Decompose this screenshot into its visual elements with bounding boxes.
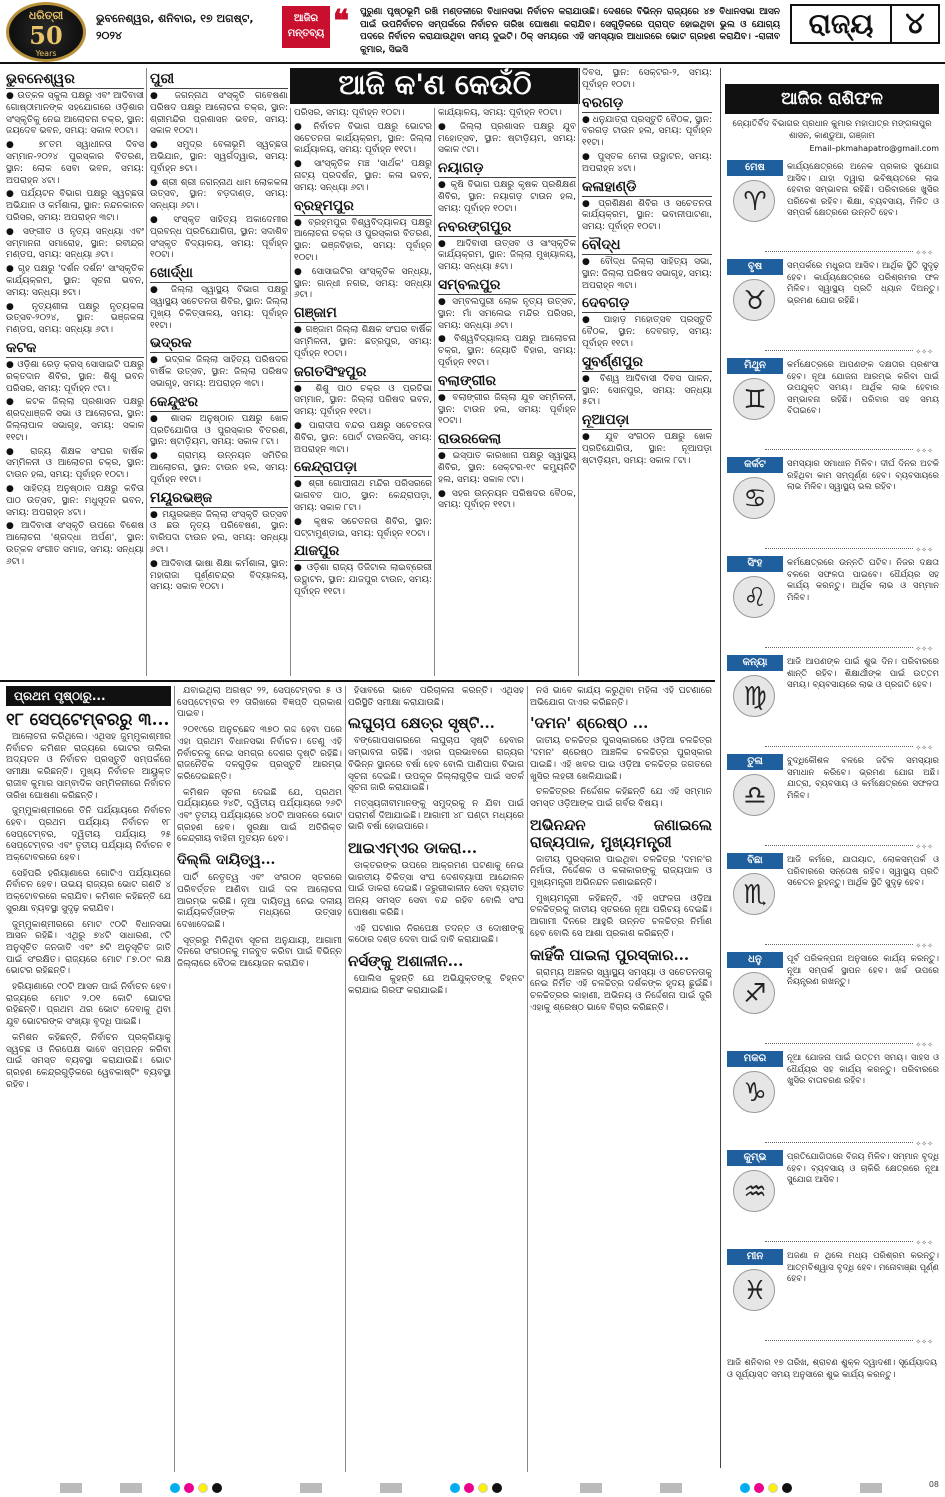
news-col-3 [348, 686, 524, 1472]
news-col-3-body-4 [348, 974, 524, 997]
zodiac-sign [725, 853, 939, 945]
divider [765, 548, 933, 549]
news-subhead: ଆଇଏମ୍‌ଏର ଡାକରା... [348, 839, 478, 858]
zodiac-emblem [733, 576, 775, 618]
dateline: ଭୁବନେଶ୍ୱର, ଶନିବାର, ୧୭ ଅଗଷ୍ଟ, ୨୦୨୪ [96, 12, 254, 42]
city-heading: ସମ୍ବଲପୁର [438, 277, 576, 295]
event-listing: ● ସମ୍ବଲପୁରୀ ଲୋକ ନୃତ୍ୟ ଉତ୍ସବ, ସ୍ଥାନ: ମାଁ ସମଲେଇ ମନ୍ଦିର ପରିସର, ସମୟ: ସନ୍ଧ୍ୟା ୬ଟା। [438, 296, 576, 331]
city-heading: ନୟାଗଡ଼ [438, 160, 576, 178]
news-paragraph: ପାର୍ଟି ନେତୃତ୍ୱ ଏବଂ ସଂଗଠନ ସ୍ତରରେ ପରିବର୍ତ୍ତନ ଆଣିବା ପାଇଁ ଦଳ ଆଲୋଚନା ଆରମ୍ଭ କରିଛି। ନୂଆ ଦାୟିତ୍ୱ ନେଇ ଦଳୀୟ କାର୍ଯ୍ୟକର୍ତ୍ତାଙ୍କ ମଧ୍ୟରେ ଉତ୍ସାହ ଦେଖାଦେଇଛି। [177, 873, 342, 930]
page-footer [0, 1478, 945, 1497]
event-listing: ● ଯୁବ ସଂଗଠନ ପକ୍ଷରୁ ଖେଳ ପ୍ରତିଯୋଗିତା, ସ୍ଥାନ: ନୂଆପଡ଼ା ଷ୍ଟାଡ଼ିୟମ, ସମୟ: ସକାଳ ୮ଟା। [582, 432, 712, 466]
city-heading: ଖୋର୍ଦ୍ଧା [150, 265, 288, 283]
zodiac-forecast: କର୍ମକ୍ଷେତ୍ରରେ ଆପଣଙ୍କ ଦକ୍ଷତାର ପ୍ରଶଂସା ହେବ। ନୂଆ ଯୋଜନା ଆରମ୍ଭ କରିବା ପାଇଁ ଉପଯୁକ୍ତ ସମୟ। ଆର୍ଥିକ ଲାଭ ହେବାର ସମ୍ଭାବନା ରହିଛି। ପରିବାର ସହ ସମୟ ବିତାଇବେ। [787, 360, 939, 417]
news-col-4-body-3 [530, 855, 712, 941]
logo-number: 50 [29, 21, 63, 50]
zodiac-forecast: ଆଜି ଆପଣଙ୍କ ପାଇଁ ଶୁଭ ଦିନ। ପରିବାରରେ ଶାନ୍ତି ରହିବ। ଶିକ୍ଷାର୍ଥୀଙ୍କ ପାଇଁ ଉତ୍ତମ ସମୟ। ବ୍ୟବସାୟରେ ଲାଭ ଓ ପ୍ରଗତି ହେବ। [787, 657, 939, 691]
news-col-3-body-3 [348, 861, 524, 947]
news-paragraph: କମିଶନ କହିଛନ୍ତି, ନିର୍ବାଚନ ପ୍ରକ୍ରିୟାକୁ ସ୍ୱଚ୍ଛ ଓ ନିରପେକ୍ଷ ଭାବେ ସମ୍ପନ୍ନ କରିବା ପାଇଁ ସମସ୍ତ ବ୍ୟବସ୍ଥା କରାଯାଉଛି। ଭୋଟ ଗ୍ରହଣ କେନ୍ଦ୍ରଗୁଡ଼ିକରେ ୱେବକାଷ୍ଟିଂ ବ୍ୟବସ୍ଥା ରହିବ। [6, 1032, 171, 1090]
city-heading: ମୟୂରଭଞ୍ଜ [150, 490, 288, 508]
event-listing: ● ପାରାଦୀପ ବନ୍ଦର ପକ୍ଷରୁ ସଚେତନତା ଶିବିର, ସ୍ଥାନ: ପୋର୍ଟ ଟାଉନସିପ୍, ସମୟ: ଅପରାହ୍ନ ୩ଟା। [294, 420, 432, 455]
logo-years: Years [35, 49, 57, 58]
city-heading: କଳାହାଣ୍ଡି [582, 179, 712, 197]
zodiac-emblem [733, 1269, 775, 1311]
listings-section [0, 68, 715, 676]
zodiac-forecast: ଅଜଣା ନ ଥିଲେ ମଧ୍ୟ ପରିଶ୍ରମ କରନ୍ତୁ। ଆତ୍ମବିଶ୍ୱାସ ବୃଦ୍ଧି ହେବ। ମନୋବାଞ୍ଛା ପୂର୍ଣ୍ଣ ହେବ। [787, 1251, 939, 1285]
zodiac-icon: ♒ [743, 1177, 767, 1207]
news-paragraph: ୨୦୧୯ରେ ଅନୁଚ୍ଛେଦ ୩୭୦ ରଦ୍ଦ ହେବା ପରେ ଏହା ପ୍ରଥମ ବିଧାନସଭା ନିର୍ବାଚନ। ତେଣୁ ଏହି ନିର୍ବାଚନକୁ ନେଇ ସମଗ୍ର ଦେଶର ଦୃଷ୍ଟି ରହିଛି। ରାଜନୈତିକ ଦଳଗୁଡ଼ିକ ପ୍ରସ୍ତୁତି ଆରମ୍ଭ କରିଦେଇଛନ୍ତି। [177, 725, 342, 782]
registration-mark [768, 1483, 778, 1493]
zodiac-sign [725, 1150, 939, 1242]
news-subhead: 'ଦମନ' ଶ୍ରେଷ୍ଠ ... [530, 714, 649, 733]
event-listing: ● ବୌଦ୍ଧ ଜିଲ୍ଲା ସାହିତ୍ୟ ସଭା, ସ୍ଥାନ: ଜିଲ୍ଲା ପରିଷଦ ସଭାଗୃହ, ସମୟ: ଅପରାହ୍ନ ୩ଟା। [582, 256, 712, 291]
column-divider [578, 68, 579, 676]
news-col-3-body-2 [348, 736, 524, 834]
event-listing: ● ପୁସ୍ତକ ମେଳା ଉଦ୍ଘାଟନ, ସମୟ: ଅପରାହ୍ନ ୪ଟା। [582, 151, 712, 174]
zodiac-emblem [733, 378, 775, 420]
news-col-2-body-2 [177, 873, 342, 971]
ajira-mantabya-tag: ଆଜିର ମନ୍ତବ୍ୟ [282, 6, 330, 48]
zodiac-forecast: ପ୍ରତିଯୋଗିତାରେ ବିଜୟ ମିଳିବ। ସମ୍ମାନ ବୃଦ୍ଧି ହେବ। ବ୍ୟବସାୟ ଓ ଚାକିରି କ୍ଷେତ୍ରରେ ନୂଆ ସୁଯୋଗ ଆସିବ। [787, 1152, 939, 1186]
news-col-2-body [177, 686, 342, 846]
column-divider [146, 68, 147, 676]
event-listing: ● ଜଗନ୍ନାଥ ସଂସ୍କୃତି ଗବେଷଣା ପରିଷଦ ପକ୍ଷରୁ ଆଲୋଚନା ଚକ୍ର, ସ୍ଥାନ: ଶ୍ରୀମନ୍ଦିର ପ୍ରଶାସନ ଭବନ, ସମୟ: ସକାଳ ୧୦ଟା। [150, 91, 288, 137]
news-paragraph: ଚଳଚ୍ଚିତ୍ରର ନିର୍ଦ୍ଦେଶକ କହିଛନ୍ତି ଯେ ଏହି ସମ୍ମାନ ସମସ୍ତ ଓଡ଼ିଆଙ୍କ ପାଇଁ ଗର୍ବର ବିଷୟ। [530, 787, 712, 809]
listings-banner: ଆଜି କ'ଣ କେଉଁଠି [290, 68, 580, 104]
divider [765, 845, 933, 846]
logo-title: ଧରିତ୍ରୀ [28, 9, 64, 22]
zodiac-icon: ♎ [743, 781, 767, 811]
lead-headline: ୧୮ ସେପ୍ଟେମ୍ବରରୁ ୩... [6, 710, 170, 730]
event-listing: ଦିବସ, ସ୍ଥାନ: ସେକ୍ଟର-୨, ସମୟ: ପୂର୍ବାହ୍ନ ୧୦ଟା। [582, 68, 712, 90]
event-listing: ● ସଙ୍ଗୀତ ଓ ନୃତ୍ୟ ସନ୍ଧ୍ୟା ଏବଂ ସମ୍ମାନନା ସମାରୋହ, ସ୍ଥାନ: ରବୀନ୍ଦ୍ର ମଣ୍ଡପ, ସମୟ: ସନ୍ଧ୍ୟା ୬ଟା। [6, 226, 144, 261]
event-listing: ● ମୟୂରଭଞ୍ଜ ଜିଲ୍ଲା ସଂସ୍କୃତି ଉତ୍ସବ ଓ ଛଉ ନୃତ୍ୟ ପରିବେଷଣ, ସ୍ଥାନ: ବାରିପଦା ଟାଉନ ହଲ, ସମୟ: ସନ୍ଧ୍ୟା ୬ଟା। [150, 509, 288, 555]
zodiac-sign [725, 457, 939, 549]
listings-col-1 [6, 68, 144, 676]
print-bar [860, 1483, 882, 1493]
zodiac-sign [725, 655, 939, 747]
zodiac-name: ମୀନ [727, 1249, 783, 1265]
city-heading: ବରଗଡ଼ [582, 95, 712, 113]
event-listing: ● ଜିଲ୍ଲା ପ୍ରଶାସନ ପକ୍ଷରୁ ଯୁବ ମହୋତ୍ସବ, ସ୍ଥାନ: ଷ୍ଟାଡ଼ିୟମ, ସମୟ: ସକାଳ ୯ଟା। [438, 121, 576, 156]
news-subhead: ଅଭିନନ୍ଦନ ଜଣାଇଲେ ରାଜ୍ୟପାଳ, ମୁଖ୍ୟମନ୍ତ୍ରୀ [530, 815, 712, 851]
event-listing: ● ଧନୁଯାତ୍ରା ପ୍ରସ୍ତୁତି ବୈଠକ, ସ୍ଥାନ: ବରଗଡ଼ ଟାଉନ ହଲ, ସମୟ: ପୂର୍ବାହ୍ନ ୧୧ଟା। [582, 114, 712, 149]
zodiac-icon: ♍ [743, 682, 767, 712]
event-listing: ● କୃଷି ବିଭାଗ ପକ୍ଷରୁ କୃଷକ ପ୍ରଶିକ୍ଷଣ ଶିବିର, ସ୍ଥାନ: ନୟାଗଡ଼ ଟାଉନ ହଲ, ସମୟ: ପୂର୍ବାହ୍ନ ୧୦ଟା। [438, 180, 576, 214]
city-heading: ଦେବଗଡ଼ [582, 295, 712, 313]
news-col-4 [530, 686, 712, 1472]
news-subhead: ଦିଲ୍ଲି ଦାୟିତ୍ୱ... [177, 852, 276, 869]
zodiac-emblem [733, 180, 775, 222]
news-paragraph: ମୁଖ୍ୟମନ୍ତ୍ରୀ କହିଛନ୍ତି, ଏହି ସଫଳତା ଓଡ଼ିଆ ଚଳଚ୍ଚିତ୍ରକୁ ଜାତୀୟ ସ୍ତରରେ ନୂଆ ପରିଚୟ ଦେଇଛି। ଆଗାମୀ ଦିନରେ ଆହୁରି ଉନ୍ନତ ଚଳଚ୍ଚିତ୍ର ନିର୍ମାଣ ହେବ ବୋଲି ସେ ଆଶା ପ୍ରକାଶ କରିଛନ୍ତି। [530, 893, 712, 939]
city-heading: ସୁବର୍ଣ୍ଣପୁର [582, 354, 712, 372]
event-listing: ● ଆଦିବାସୀ ସଂସ୍କୃତି ଉପରେ ବିଶେଷ ଆଲୋଚନା 'ଶ୍ରଦ୍ଧା ଅର୍ପଣ', ସ୍ଥାନ: ଉତ୍କଳ ସଂଗୀତ ସମାଜ, ସମୟ: ସନ୍ଧ୍ୟା ୬ଟା। [6, 521, 144, 567]
registration-mark [184, 1483, 194, 1493]
news-paragraph: ବଙ୍ଗୋପସାଗରରେ ଲଘୁଚାପ ସୃଷ୍ଟି ହେବାର ସମ୍ଭାବନା ରହିଛି। ଏହାର ପ୍ରଭାବରେ ରାଜ୍ୟର ବିଭିନ୍ନ ସ୍ଥାନରେ ବର୍ଷା ହେବ ବୋଲି ପାଣିପାଗ ବିଭାଗ ସୂଚନା ଦେଇଛି। ଉପକୂଳ ଜିଲ୍ଲାଗୁଡ଼ିକ ପାଇଁ ସତର୍କ ସୂଚନା ଜାରି କରାଯାଇଛି। [348, 736, 524, 794]
zodiac-emblem [733, 477, 775, 519]
zodiac-sign [725, 358, 939, 450]
city-heading: ଭୁବନେଶ୍ୱର [6, 71, 144, 89]
divider [765, 1043, 933, 1044]
divider [765, 350, 933, 351]
news-col-4-body-2 [530, 736, 712, 810]
zodiac-icon: ♊ [743, 385, 767, 415]
zodiac-emblem [733, 774, 775, 816]
zodiac-emblem [733, 1170, 775, 1212]
news-subhead: ନର୍ସଙ୍କୁ ଅଶାଳୀନ... [348, 951, 464, 970]
news-paragraph: ସୂତ୍ରରୁ ମିଳିଥିବା ସୂଚନା ଅନୁଯାୟୀ, ଆଗାମୀ ଦିନରେ ସଂଗଠନକୁ ମଜବୁତ କରିବା ପାଇଁ ବିଭିନ୍ନ ଜିଲ୍ଲାରେ ବୈଠକ ଆୟୋଜନ କରାଯିବ। [177, 935, 342, 970]
event-listing: ● ଶ୍ରୀ ଶ୍ରୀ ଜଗନ୍ନାଥ ଧାମ ଲୋକକଳା ଉତ୍ସବ, ସ୍ଥାନ: ବଡ଼ଦାଣ୍ଡ, ସମୟ: ସନ୍ଧ୍ୟା ୬ଟା। [150, 177, 288, 212]
city-heading: ବଲାଙ୍ଗୀର [438, 373, 576, 391]
zodiac-icon: ♓ [743, 1276, 767, 1306]
registration-mark [212, 1483, 222, 1493]
event-listing: ● ଆଦିବାସୀ ଭାଷା ଶିକ୍ଷା କର୍ମଶାଳା, ସ୍ଥାନ: ମହାରାଜା ପୂର୍ଣ୍ଣଚନ୍ଦ୍ର ବିଦ୍ୟାଳୟ, ସମୟ: ସକାଳ ୧୦ଟା। [150, 558, 288, 593]
news-col-3-body [348, 686, 524, 709]
news-paragraph: ଏହି ଘଟଣାର ନିରପେକ୍ଷ ତଦନ୍ତ ଓ ଦୋଷୀଙ୍କୁ କଠୋର ଦଣ୍ଡ ଦେବା ପାଇଁ ଦାବି କରାଯାଇଛି। [348, 923, 524, 946]
city-heading: ନବରଙ୍ଗପୁର [438, 219, 576, 237]
news-col-4-body [530, 686, 712, 709]
print-bar [300, 1483, 322, 1493]
print-bar [580, 1483, 602, 1493]
event-listing: ● ଶାସକ ଅନୁଷ୍ଠାନ ପକ୍ଷରୁ ଖେଳ ପ୍ରତିଯୋଗିତା ଓ ପୁରସ୍କାର ବିତରଣ, ସ୍ଥାନ: ଷ୍ଟାଡ଼ିୟମ, ସମୟ: ସକାଳ ୮ଟା। [150, 413, 288, 448]
zodiac-icon: ♏ [743, 880, 767, 910]
news-subhead: କାହିଁକି ପାଇଲା ପୁରସ୍କାର... [530, 945, 690, 964]
zodiac-name: କନ୍ୟା [727, 655, 783, 671]
zodiac-forecast: ଆଜି କର୍ମରେ, ଯାତାୟାତ, ଲୋକସମ୍ପର୍କ ଓ ପରିବାରରେ ସନ୍ତୋଷ ରହିବ। ସ୍ୱାସ୍ଥ୍ୟ ପ୍ରତି ସଚେତନ ରୁହନ୍ତୁ। ଆର୍ଥିକ ସ୍ଥିତି ସୁଦୃଢ଼ ହେବ। [787, 855, 939, 889]
event-listing: ● ନୃତ୍ୟଶୀଳା ପକ୍ଷରୁ ନୃତ୍ୟକଳା ଉତ୍ସବ-୨୦୨୪, ସ୍ଥାନ: ଭଞ୍ଜକଳା ମଣ୍ଡପ, ସମୟ: ସନ୍ଧ୍ୟା ୬ଟା। [6, 301, 144, 336]
column-divider [290, 108, 291, 676]
news-paragraph: ନର୍ସ ଭାବେ କାର୍ଯ୍ୟ କରୁଥିବା ମହିଳା ଏହି ଘଟଣାରେ ଅଭିଯୋଗ ଦାଏର କରିଛନ୍ତି। [530, 686, 712, 708]
city-heading: କେନ୍ଦ୍ରାପଡ଼ା [294, 459, 432, 477]
listings-col-3 [294, 108, 432, 676]
zodiac-sign [725, 160, 939, 252]
news-subhead: ଲଘୁଚାପ କ୍ଷେତ୍ର ସୃଷ୍ଟି... [348, 714, 495, 733]
event-listing: ● କଟକ ଜିଲ୍ଲା ପ୍ରଶାସନ ପକ୍ଷରୁ ଶ୍ରଦ୍ଧାଞ୍ଜଳି ସଭା ଓ ଆଲୋଚନା, ସ୍ଥାନ: ଜିଲ୍ଲାପାଳ ସଭାଗୃହ, ସମୟ: ସକାଳ ୧୧ଟା। [6, 397, 144, 443]
zodiac-sign [725, 1051, 939, 1143]
event-listing: ● ଜିଲ୍ଲା ସ୍ୱାସ୍ଥ୍ୟ ବିଭାଗ ପକ୍ଷରୁ ସ୍ୱାସ୍ଥ୍ୟ ସଚେତନତା ଶିବିର, ସ୍ଥାନ: ଜିଲ୍ଲା ମୁଖ୍ୟ ଚିକିତ୍ସାଳୟ, ସମୟ: ପୂର୍ବାହ୍ନ ୧୧ଟା। [150, 285, 288, 331]
registration-mark [478, 1483, 488, 1493]
city-heading: କଟକ [6, 340, 144, 358]
zodiac-sign [725, 556, 939, 648]
column-divider [174, 686, 175, 1472]
continued-label: ପ୍ରଥମ ପୃଷ୍ଠାରୁ... [6, 686, 171, 706]
newspaper-logo [6, 2, 86, 62]
zodiac-emblem [733, 873, 775, 915]
event-listing: ● ସାଂସ୍କୃତିକ ମଞ୍ଚ 'ସାର୍ଥକ' ପକ୍ଷରୁ ନାଟ୍ୟ ପ୍ରଦର୍ଶନ, ସ୍ଥାନ: କଳା ଭବନ, ସମୟ: ସନ୍ଧ୍ୟା ୬ଟା। [294, 159, 432, 193]
print-bar [380, 1483, 402, 1493]
print-bar [660, 1483, 682, 1493]
event-listing: ● ଉତ୍କଳ ସ୍କୁଲ ପକ୍ଷରୁ ଏବଂ ଆଦିବାସୀ ଗୋଷ୍ଠୀମାନଙ୍କ ସହଯୋଗରେ ଓଡ଼ିଶାର ସଂସ୍କୃତିକୁ ନେଇ ଆଲୋଚନା ଚକ୍ର, ସ୍ଥାନ: ଜୟଦେବ ଭବନ, ସମୟ: ସକାଳ ୧୦ଟା। [6, 91, 144, 137]
horoscope-header: ଆଜିର ରାଶିଫଳ [725, 84, 939, 114]
event-listing: ● ଗଞ୍ଜାମ ଜିଲ୍ଲା ଶିକ୍ଷକ ସଂଘର ବାର୍ଷିକ ସମ୍ମିଳନୀ, ସ୍ଥାନ: ଛତ୍ରପୁର, ସମୟ: ପୂର୍ବାହ୍ନ ୧୦ଟା। [294, 325, 432, 359]
news-paragraph: ଜୁମ୍ମୁକାଶ୍ମୀରରେ ମୋଟ ୯୦ଟି ବିଧାନସଭା ଆସନ ରହିଛି। ଏଥିରୁ ୭୪ଟି ସାଧାରଣ, ୯ଟି ଅନୁସୂଚିତ ଜନଜାତି ଏବଂ ୭ଟି ଅନୁସୂଚିତ ଜାତି ପାଇଁ ସଂରକ୍ଷିତ। ରାଜ୍ୟରେ ମୋଟ ୮୭.୦୯ ଲକ୍ଷ ଭୋଟର ରହିଛନ୍ତି। [6, 919, 171, 977]
event-listing: ● ନିର୍ବାଚନ ବିଭାଗ ପକ୍ଷରୁ ଭୋଟର ସଚେତନତା କାର୍ଯ୍ୟକ୍ରମ, ସ୍ଥାନ: ଜିଲ୍ଲା କାର୍ଯ୍ୟାଳୟ, ସମୟ: ପୂର୍ବାହ୍ନ ୧୧ଟା। [294, 121, 432, 156]
zodiac-sign [725, 259, 939, 351]
astrologer-info: ଜ୍ୟୋତିର୍ବିଦ ବିଭାଗର ପ୍ରଧାନ କୁମାର ମହାପାତ୍ର ମଙ୍ଗଳାପୁର ଶାସନ, କାଣ୍ଡୁଆ, ଗଞ୍ଜାମ [732, 119, 932, 141]
divider [765, 1241, 933, 1242]
registration-mark [740, 1483, 750, 1493]
event-listing: ● ସୋସାଇଟିର ସାଂସ୍କୃତିକ ସନ୍ଧ୍ୟା, ସ୍ଥାନ: ଗାନ୍ଧୀ ନଗର, ସମୟ: ସନ୍ଧ୍ୟା ୬ଟା। [294, 266, 432, 301]
city-heading: ପୁରୀ [150, 71, 288, 89]
event-listing: ● ସମୁଦ୍ର ବେଳାଭୂମି ସ୍ୱଚ୍ଛତା ଅଭିଯାନ, ସ୍ଥାନ: ସ୍ୱର୍ଗଦ୍ୱାର, ସମୟ: ପୂର୍ବାହ୍ନ ୭ଟା। [150, 140, 288, 174]
event-listing: ● ପ୍ରଶିକ୍ଷଣ ଶିବିର ଓ ସଚେତନତା କାର୍ଯ୍ୟକ୍ରମ, ସ୍ଥାନ: ଭବାନୀପାଟଣା, ସମୟ: ପୂର୍ବାହ୍ନ ୧୦ଟା। [582, 198, 712, 233]
city-heading: ରାଉରକେଲା [438, 431, 576, 449]
registration-mark [464, 1483, 474, 1493]
zodiac-emblem [733, 972, 775, 1014]
event-listing: ● ଓଡ଼ିଶା ରେଡ଼ କ୍ରସ୍ ସୋସାଇଟି ପକ୍ଷରୁ ରକ୍ତଦାନ ଶିବିର, ସ୍ଥାନ: ଶିଶୁ ଭବନ ପରିସର, ସମୟ: ପୂର୍ବାହ୍ନ ୯ଟା। [6, 359, 144, 394]
zodiac-sign [725, 952, 939, 1044]
registration-mark [170, 1483, 180, 1493]
zodiac-name: ବୃଷ [727, 259, 783, 275]
event-listing: ● ସଂସ୍କୃତ ସାହିତ୍ୟ ଅକାଦେମୀର ପ୍ରବନ୍ଧ ପ୍ରତିଯୋଗିତା, ସ୍ଥାନ: ସଦାଶିବ ସଂସ୍କୃତ ବିଦ୍ୟାଳୟ, ସମୟ: ପୂର୍ବାହ୍ନ ୧୦ଟା। [150, 214, 288, 261]
event-listing: ● ଶିଶୁ ପାଠ ଚକ୍ର ଓ ପ୍ରତିଭା ସମ୍ମାନ, ସ୍ଥାନ: ଜିଲ୍ଲା ପରିଷଦ ଭବନ, ସମୟ: ପୂର୍ବାହ୍ନ ୧୧ଟା। [294, 383, 432, 418]
zodiac-name: ମକର [727, 1051, 783, 1067]
event-listing: ● ଇସ୍ପାତ କାରଖାନା ପକ୍ଷରୁ ସ୍ୱାସ୍ଥ୍ୟ ଶିବିର, ସ୍ଥାନ: ସେକ୍ଟର-୧୯ କମ୍ୟୁନିଟି ହଲ, ସମୟ: ସକାଳ ୯ଟା। [438, 451, 576, 485]
event-listing: ● ବିଶ୍ୱବିଦ୍ୟାଳୟ ପକ୍ଷରୁ ଆଲୋଚନା ଚକ୍ର, ସ୍ଥାନ: ଜ୍ୟୋତି ବିହାର, ସମୟ: ପୂର୍ବାହ୍ନ ୧୧ଟା। [438, 334, 576, 368]
astrologer-email: Email–pkmahapatro@gmail.com [809, 144, 939, 153]
zodiac-name: କର୍କଟ [727, 457, 783, 473]
registration-mark [450, 1483, 460, 1493]
news-col-4-body-4 [530, 968, 712, 1015]
registration-mark [782, 1483, 792, 1493]
event-listing: ● ଗ୍ରାମ୍ୟ ଉନ୍ନୟନ ସମିତିର ଆଲୋଚନା, ସ୍ଥାନ: ଟାଉନ ହଲ, ସମୟ: ପୂର୍ବାହ୍ନ ୧୧ଟା। [150, 451, 288, 485]
event-listing: ● ଗୃହ ପକ୍ଷରୁ 'ଦର୍ଶନ ଦର୍ଶନ' ସାଂସ୍କୃତିକ କାର୍ଯ୍ୟକ୍ରମ, ସ୍ଥାନ: ସୂଚନା ଭବନ, ସମୟ: ସନ୍ଧ୍ୟା ୭ଟା। [6, 264, 144, 298]
listings-col-4 [438, 108, 576, 676]
event-listing: ● ଓଡ଼ିଶା ରାଜ୍ୟ ଡିଜିଟାଲ ଲାଇବ୍ରେରୀ ଉଦ୍ଘାଟନ, ସ୍ଥାନ: ଯାଜପୁର ଟାଉନ, ସମୟ: ପୂର୍ବାହ୍ନ ୧୧ଟା। [294, 563, 432, 597]
event-listing: ● ପର୍ଯ୍ୟଟନ ବିଭାଗ ପକ୍ଷରୁ ସ୍ୱଚ୍ଛତା ଅଭିଯାନ ଓ କର୍ମଶାଳା, ସ୍ଥାନ: ନନ୍ଦନକାନନ ପରିସର, ସମୟ: ଅପରାହ୍ନ ୩ଟା। [6, 189, 144, 223]
zodiac-name: କୁମ୍ଭ [727, 1150, 783, 1166]
zodiac-emblem [733, 675, 775, 717]
news-paragraph: ମତ୍ସ୍ୟଜୀବୀମାନଙ୍କୁ ସମୁଦ୍ରକୁ ନ ଯିବା ପାଇଁ ପରାମର୍ଶ ଦିଆଯାଇଛି। ଆଗାମୀ ୪୮ ଘଣ୍ଟା ମଧ୍ୟରେ ଭାରି ବର୍ଷା ହୋଇପାରେ। [348, 798, 524, 833]
news-paragraph: ସେହିପରି ହରିୟାଣାରେ ଗୋଟିଏ ପର୍ଯ୍ୟାୟରେ ନିର୍ବାଚନ ହେବ। ଉଭୟ ରାଜ୍ୟର ଭୋଟ ଗଣତି ୪ ଅକ୍ଟୋବରରେ କରାଯିବ। କମିଶନ କହିଛନ୍ତି ଯେ ସୁରକ୍ଷା ବ୍ୟବସ୍ଥା ସୁଦୃଢ଼ କରାଯିବ। [6, 868, 171, 914]
print-bar [120, 1483, 142, 1493]
event-listing: ● କୃଷକ ସଚେତନତା ଶିବିର, ସ୍ଥାନ: ପଟ୍ଟାମୁଣ୍ଡାଇ, ସମୟ: ପୂର୍ବାହ୍ନ ୧୦ଟା। [294, 516, 432, 539]
event-listing: ● ରାଜ୍ୟ ଶିକ୍ଷକ ସଂଘର ବାର୍ଷିକ ସମ୍ମିଳନୀ ଓ ଆଲୋଚନା ଚକ୍ର, ସ୍ଥାନ: ଟାଉନ ହଲ, ସମୟ: ପୂର୍ବାହ୍ନ ୧୦ଟା। [6, 446, 144, 481]
event-listing: ● ଆଦିବାସୀ ଉତ୍ସବ ଓ ସାଂସ୍କୃତିକ କାର୍ଯ୍ୟକ୍ରମ, ସ୍ଥାନ: ଜିଲ୍ଲା ମୁଖ୍ୟାଳୟ, ସମୟ: ସନ୍ଧ୍ୟା ୫ଟା। [438, 238, 576, 273]
event-listing: ● ପାହାଡ଼ ମହୋତ୍ସବ ପ୍ରସ୍ତୁତି ବୈଠକ, ସ୍ଥାନ: ଦେବଗଡ଼, ସମୟ: ପୂର୍ବାହ୍ନ ୧୧ଟା। [582, 315, 712, 349]
column-divider [434, 108, 435, 676]
registration-mark [754, 1483, 764, 1493]
city-heading: ବୌଦ୍ଧ [582, 237, 712, 255]
city-heading: ଗଞ୍ଜାମ [294, 305, 432, 323]
news-paragraph: ହିସାବରେ ଭାବେ ପରିଚାଳନା କରନ୍ତି। ଏଥିସହ ପରିସ୍ଥିତି ସମୀକ୍ଷା କରାଯାଉଛି। [348, 686, 524, 708]
zodiac-forecast: କାର୍ଯ୍ୟକ୍ଷେତ୍ରରେ ଅନେକ ପ୍ରକାର ସୁଯୋଗ ଆସିବ। ଯାହା ଦ୍ୱାରା ଭବିଷ୍ୟତରେ ଲାଭ ହେବାର ସମ୍ଭାବନା ରହିଛି। ପରିବାରରେ ଖୁସିର ପରିବେଶ ରହିବ। ଶିକ୍ଷା, ବ୍ୟବସାୟ, ମିଳିତ ଓ ସମ୍ପର୍କ କ୍ଷେତ୍ରରେ ଉନ୍ନତି ହେବ। [787, 162, 939, 219]
section-name: ରାଜ୍ୟ [790, 4, 890, 44]
zodiac-icon: ♋ [743, 484, 767, 514]
registration-mark [492, 1483, 502, 1493]
news-paragraph: ଜାତୀୟ ଚଳଚ୍ଚିତ୍ର ପୁରସ୍କାରରେ ଓଡ଼ିଆ ଚଳଚ୍ଚିତ୍ର 'ଦମନ' ଶ୍ରେଷ୍ଠ ଆଞ୍ଚଳିକ ଚଳଚ୍ଚିତ୍ର ପୁରସ୍କାର ପାଇଛି। ଏହି ଖବର ପାଇ ଓଡ଼ିଆ ଚଳଚ୍ଚିତ୍ର ଜଗତରେ ଖୁସିର ଲହରୀ ଖେଳିଯାଇଛି। [530, 736, 712, 782]
zodiac-icon: ♉ [743, 286, 767, 316]
event-listing: ● ଭଦ୍ରକ ଜିଲ୍ଲା ସାହିତ୍ୟ ପରିଷଦର ବାର୍ଷିକ ଉତ୍ସବ, ସ୍ଥାନ: ଜିଲ୍ଲା ପରିଷଦ ସଭାଗୃହ, ସମୟ: ଅପରାହ୍ନ ୩ଟା। [150, 355, 288, 389]
column-divider [527, 686, 528, 1472]
zodiac-name: ମେଷ [727, 160, 783, 176]
news-section [0, 680, 715, 1470]
zodiac-forecast: ନୂଆ ଯୋଜନା ପାଇଁ ଉତ୍ତମ ସମୟ। ସାହସ ଓ ଧୈର୍ଯ୍ୟର ସହ କାର୍ଯ୍ୟ କରନ୍ତୁ। ପରିବାରରେ ଖୁସିର ବାତାବରଣ ରହିବ। [787, 1053, 939, 1087]
quote-icon: ❝ [333, 4, 350, 39]
zodiac-name: ଧନୁ [727, 952, 783, 968]
zodiac-name: ତୁଳା [727, 754, 783, 770]
registration-mark [198, 1483, 208, 1493]
zodiac-emblem [733, 279, 775, 321]
city-heading: ନୂଆପଡ଼ା [582, 412, 712, 430]
news-paragraph: ଆଲୋଚନା କରିଥିଲେ। ଏଥିସହ ଜୁମ୍ମୁକାଶ୍ମୀର ନିର୍ବାଚନ କମିଶନ ରାଜ୍ୟରେ ଭୋଟର ତାଲିକା ଅଦ୍ୟତନ ଓ ନିର୍ବାଚନ ପ୍ରସ୍ତୁତି ସମ୍ପର୍କରେ ସମୀକ୍ଷା କରିଛନ୍ତି। ମୁଖ୍ୟ ନିର୍ବାଚନ ଆୟୁକ୍ତ ରାଜୀବ କୁମାର ସାମ୍ବାଦିକ ସମ୍ମିଳନୀରେ ନିର୍ବାଚନ ତାରିଖ ଘୋଷଣା କରିଛନ୍ତି। [6, 732, 171, 801]
zodiac-sign [725, 1249, 939, 1341]
divider [765, 746, 933, 747]
news-paragraph: ହରିୟାଣାରେ ୯୦ଟି ଆସନ ପାଇଁ ନିର୍ବାଚନ ହେବ। ରାଜ୍ୟରେ ମୋଟ ୨.୦୧ କୋଟି ଭୋଟର ରହିଛନ୍ତି। ପ୍ରଥମ ଥର ଭୋଟ ଦେବାକୁ ଥିବା ଯୁବ ଭୋଟରଙ୍କ ସଂଖ୍ୟା ବୃଦ୍ଧି ପାଇଛି। [6, 982, 171, 1028]
listings-col-5 [582, 68, 712, 676]
event-listing: ପରିସର, ସମୟ: ପୂର୍ବାହ୍ନ ୧୦ଟା। [294, 108, 405, 118]
event-listing: ● ବିଶ୍ୱ ଆଦିବାସୀ ଦିବସ ପାଳନ, ସ୍ଥାନ: ସୋନପୁର, ସମୟ: ସନ୍ଧ୍ୟା ୫ଟା। [582, 373, 712, 408]
print-bar [60, 1483, 82, 1493]
event-listing: କାର୍ଯ୍ୟାଳୟ, ସମୟ: ପୂର୍ବାହ୍ନ ୧୦ଟା। [438, 108, 562, 118]
city-heading: ଯାଜପୁର [294, 543, 432, 561]
divider [765, 251, 933, 252]
zodiac-forecast: କର୍ମକ୍ଷେତ୍ରରେ ଉନ୍ନତି ଘଟିବ। ନିଜର ଦକ୍ଷତା ବଳରେ ସଫଳତା ପାଇବେ। ଧୈର୍ଯ୍ୟର ସହ କାର୍ଯ୍ୟ କରନ୍ତୁ। ଆର୍ଥିକ ଲାଭ ଓ ସମ୍ମାନ ମିଳିବ। [787, 558, 939, 603]
event-listing: ● ସହର ଉନ୍ନୟନ ପରିଷଦର ବୈଠକ, ସମୟ: ପୂର୍ବାହ୍ନ ୧୧ଟା। [438, 488, 576, 511]
zodiac-icon: ♑ [743, 1078, 767, 1108]
divider [765, 647, 933, 648]
zodiac-forecast: ବୁଦ୍ଧିକୌଶଳ ବଳରେ ଜଟିଳ ସମସ୍ୟାର ସମାଧାନ କରିବେ। ଭ୍ରମଣ ଯୋଗ ଅଛି। ଯାତ୍ରା, ବ୍ୟବସାୟ ଓ କର୍ମକ୍ଷେତ୍ରରେ ସଫଳତା ମିଳିବ। [787, 756, 939, 801]
news-paragraph: ଜୁମ୍ମୁକାଶ୍ମୀରରେ ତିନି ପର୍ଯ୍ୟାୟରେ ନିର୍ବାଚନ ହେବ। ପ୍ରଥମ ପର୍ଯ୍ୟାୟ ନିର୍ବାଚନ ୧୮ ସେପ୍ଟେମ୍ବର, ଦ୍ୱିତୀୟ ପର୍ଯ୍ୟାୟ ୨୫ ସେପ୍ଟେମ୍ବର ଏବଂ ତୃତୀୟ ପର୍ଯ୍ୟାୟ ନିର୍ବାଚନ ୧ ଅକ୍ଟୋବରରେ ହେବ। [6, 806, 171, 864]
news-col-1 [6, 732, 171, 1472]
city-heading: କେନ୍ଦୁଝର [150, 394, 288, 412]
zodiac-icon: ♐ [743, 979, 767, 1009]
divider [765, 1142, 933, 1143]
page-number: ୪ [890, 4, 940, 44]
news-paragraph: କମିଶନ ସୂଚନା ଦେଇଛି ଯେ, ପ୍ରଥମ ପର୍ଯ୍ୟାୟରେ ୨୪ଟି, ଦ୍ୱିତୀୟ ପର୍ଯ୍ୟାୟରେ ୨୬ଟି ଏବଂ ତୃତୀୟ ପର୍ଯ୍ୟାୟରେ ୪୦ଟି ଆସନରେ ଭୋଟ ଗ୍ରହଣ ହେବ। ସୁରକ୍ଷା ପାଇଁ ଅତିରିକ୍ତ କେନ୍ଦ୍ରୀୟ ବାହିନୀ ମୁତୟନ ହେବ। [177, 787, 342, 845]
city-heading: ଭଦ୍ରକ [150, 335, 288, 353]
news-paragraph: ଜାତୀୟ ପୁରସ୍କାର ପାଇଥିବା ଚଳଚ୍ଚିତ୍ର 'ଦମନ'ର ନିର୍ମାତା, ନିର୍ଦ୍ଦେଶକ ଓ କଳାକାରଙ୍କୁ ରାଜ୍ୟପାଳ ଓ ମୁଖ୍ୟମନ୍ତ୍ରୀ ଅଭିନନ୍ଦନ ଜଣାଇଛନ୍ତି। [530, 854, 712, 889]
zodiac-emblem [733, 1071, 775, 1113]
news-paragraph: ଡାକ୍ତରଙ୍କ ଉପରେ ଆକ୍ରମଣ ଘଟଣାକୁ ନେଇ ଭାରତୀୟ ଚିକିତ୍ସା ସଂଘ ଦେଶବ୍ୟାପୀ ଆନ୍ଦୋଳନ ପାଇଁ ଡାକରା ଦେଇଛି। ଜରୁରୀକାଳୀନ ସେବା ବ୍ୟତୀତ ଅନ୍ୟ ସମସ୍ତ ସେବା ବନ୍ଦ ରହିବ ବୋଲି ସଂଘ ଘୋଷଣା କରିଛି। [348, 861, 524, 918]
column-divider [345, 686, 346, 1472]
quote-text: ପୁରୁଣା ପୃଷ୍ଠଭୂମି ରଖି ମଣ୍ଡଳୀରେ ବିଧାନସଭା ନିର୍ବାଚନ କରାଯାଉଛି। ଦେଶରେ ବିଭିନ୍ନ ରାଜ୍ୟରେ ୪୭ ବିଧାନସଭା ଆସନ ପାଇଁ ଉପନିର୍ବାଚନ ସମ୍ପର୍କରେ ନିର୍ବାଚନ ତାରିଖ ଘୋଷଣା କରାଯିବ। ସେଗୁଡ଼ିକରେ ପ୍ରାପ୍ତ ହୋଇଥିବା ଭୁଲ ଓ ଯୋଗ୍ୟ ପଦରେ ନିର୍ବାଚନ କରାଯାଉଥିବା ସମୟ ଦୁଇଟି। ଠିକ୍ ସମୟରେ ଏହି ସମସ୍ୟାର ଆଧାରରେ ଭୋଟ ଗ୍ରହଣ କରାଯିବ। -ରାଜୀବ କୁମାର, ସିଇସି [360, 7, 780, 55]
zodiac-sign [725, 754, 939, 846]
zodiac-forecast: ପୂର୍ବ ପରିକଳ୍ପନା ଅନୁସାରେ କାର୍ଯ୍ୟ କରନ୍ତୁ। ନୂଆ ସମ୍ପର୍କ ସ୍ଥାପନ ହେବ। ଖର୍ଚ୍ଚ ଉପରେ ନିୟନ୍ତ୍ରଣ ରଖନ୍ତୁ। [787, 954, 939, 988]
news-paragraph: ଗ୍ରାମ୍ୟ ଅଞ୍ଚଳର ସ୍ୱାସ୍ଥ୍ୟ ସମସ୍ୟା ଓ ସଚେତନତାକୁ ନେଇ ନିର୍ମିତ ଏହି ଚଳଚ୍ଚିତ୍ର ଦର୍ଶକଙ୍କ ହୃଦୟ ଛୁଇଁଛି। ଚଳଚ୍ଚିତ୍ରର କାହାଣୀ, ଅଭିନୟ ଓ ନିର୍ଦ୍ଦେଶନା ପାଇଁ ଜୁରି ଏହାକୁ ଶ୍ରେଷ୍ଠ ଭାବେ ବିଚାର କରିଛନ୍ତି। [530, 967, 712, 1013]
event-listing: ● ବ୍ରହ୍ମପୁର ବିଶ୍ୱବିଦ୍ୟାଳୟ ପକ୍ଷରୁ ଆଲୋଚନା ଚକ୍ର ଓ ପୁରସ୍କାର ବିତରଣ, ସ୍ଥାନ: ଭଞ୍ଜବିହାର, ସମୟ: ପୂର୍ବାହ୍ନ ୧୦ଟା। [294, 217, 432, 263]
event-listing: ● ଶ୍ରୀ ଗୋପୀନାଥ ମନ୍ଦିର ପରିସରରେ ଭାଗବତ ପାଠ, ସ୍ଥାନ: କେନ୍ଦ୍ରାପଡ଼ା, ସମୟ: ସକାଳ ୮ଟା। [294, 479, 432, 513]
zodiac-forecast: ସମ୍ପର୍କରେ ମଧୁରତା ଆସିବ। ଆର୍ଥିକ ସ୍ଥିତି ସୁଦୃଢ଼ ହେବ। କାର୍ଯ୍ୟକ୍ଷେତ୍ରରେ ପରିଶ୍ରମର ଫଳ ମିଳିବ। ସ୍ୱାସ୍ଥ୍ୟ ପ୍ରତି ଧ୍ୟାନ ଦିଅନ୍ତୁ। ଭ୍ରମଣ ଯୋଗ ରହିଛି। [787, 261, 939, 306]
listings-col-2 [150, 68, 288, 676]
zodiac-name: ବିଛା [727, 853, 783, 869]
zodiac-forecast: ସମସ୍ୟାର ସମାଧାନ ମିଳିବ। ଦୀର୍ଘ ଦିନର ଅଟକି ରହିଥିବା କାମ ସମ୍ପୂର୍ଣ୍ଣ ହେବ। ବ୍ୟବସାୟରେ ଲାଭ ମିଳିବ। ସ୍ୱାସ୍ଥ୍ୟ ଭଲ ରହିବ। [787, 459, 939, 493]
divider [765, 944, 933, 945]
city-heading: ବ୍ରହ୍ମପୁର [294, 198, 432, 216]
footer-number: 08 [928, 1480, 939, 1489]
event-listing: ● ବଲାଙ୍ଗୀର ଜିଲ୍ଲା ଯୁବ ସମ୍ମିଳନୀ, ସ୍ଥାନ: ଟାଉନ ହଲ, ସମୟ: ପୂର୍ବାହ୍ନ ୧୦ଟା। [438, 392, 576, 427]
city-heading: ଜଗତସିଂହପୁର [294, 364, 432, 382]
news-paragraph: ପୋଲିସ କୁହନ୍ତି ଯେ ଅଭିଯୁକ୍ତଙ୍କୁ ଚିହ୍ନଟ କରାଯାଇ ଗିରଫ କରାଯାଇଛି। [348, 973, 524, 996]
horoscope-panel [720, 68, 942, 1468]
news-col-2 [177, 686, 342, 1472]
divider [765, 449, 933, 450]
masthead [0, 0, 945, 64]
zodiac-icon: ♌ [743, 583, 767, 613]
zodiac-name: ସିଂହ [727, 556, 783, 572]
zodiac-icon: ♈ [743, 187, 767, 217]
event-listing: ● ସାହିତ୍ୟ ଅନୁଷ୍ଠାନ ପକ୍ଷରୁ କବିତା ପାଠ ଉତ୍ସବ, ସ୍ଥାନ: ମଧୁସୂଦନ ଭବନ, ସମୟ: ଅପରାହ୍ନ ୪ଟା। [6, 483, 144, 518]
divider [765, 1340, 933, 1341]
event-listing: ● ୭୮ତମ ସ୍ୱାଧୀନତା ଦିବସ ସମ୍ମାନ-୨୦୨୪ ପୁରସ୍କାର ବିତରଣ, ସ୍ଥାନ: ଲୋକ ସେବା ଭବନ, ସମୟ: ଅପରାହ୍ନ ୪ଟା। [6, 140, 144, 186]
news-paragraph: ଯବାଇଥିଲା ଅଗଷ୍ଟ ୨୨, ସେପ୍ଟେମ୍ବର ୫ ଓ ସେପ୍ଟେମ୍ବର ୧୨ ତାରିଖରେ ବିଜ୍ଞପ୍ତି ପ୍ରକାଶ ପାଇବ। [177, 686, 342, 720]
panchang-text: ଆଜି ଶନିବାର ୧୭ ତାରିଖ, ଶ୍ରାବଣ ଶୁକ୍ଳ ଦ୍ୱାଦଶୀ। ସୂର୍ଯ୍ୟୋଦୟ ଓ ସୂର୍ଯ୍ୟାସ୍ତ ସମୟ ଅନୁସାରେ ଶୁଭ କାର୍ଯ୍ୟ କରନ୍ତୁ। [727, 1358, 937, 1380]
zodiac-name: ମିଥୁନ [727, 358, 783, 374]
